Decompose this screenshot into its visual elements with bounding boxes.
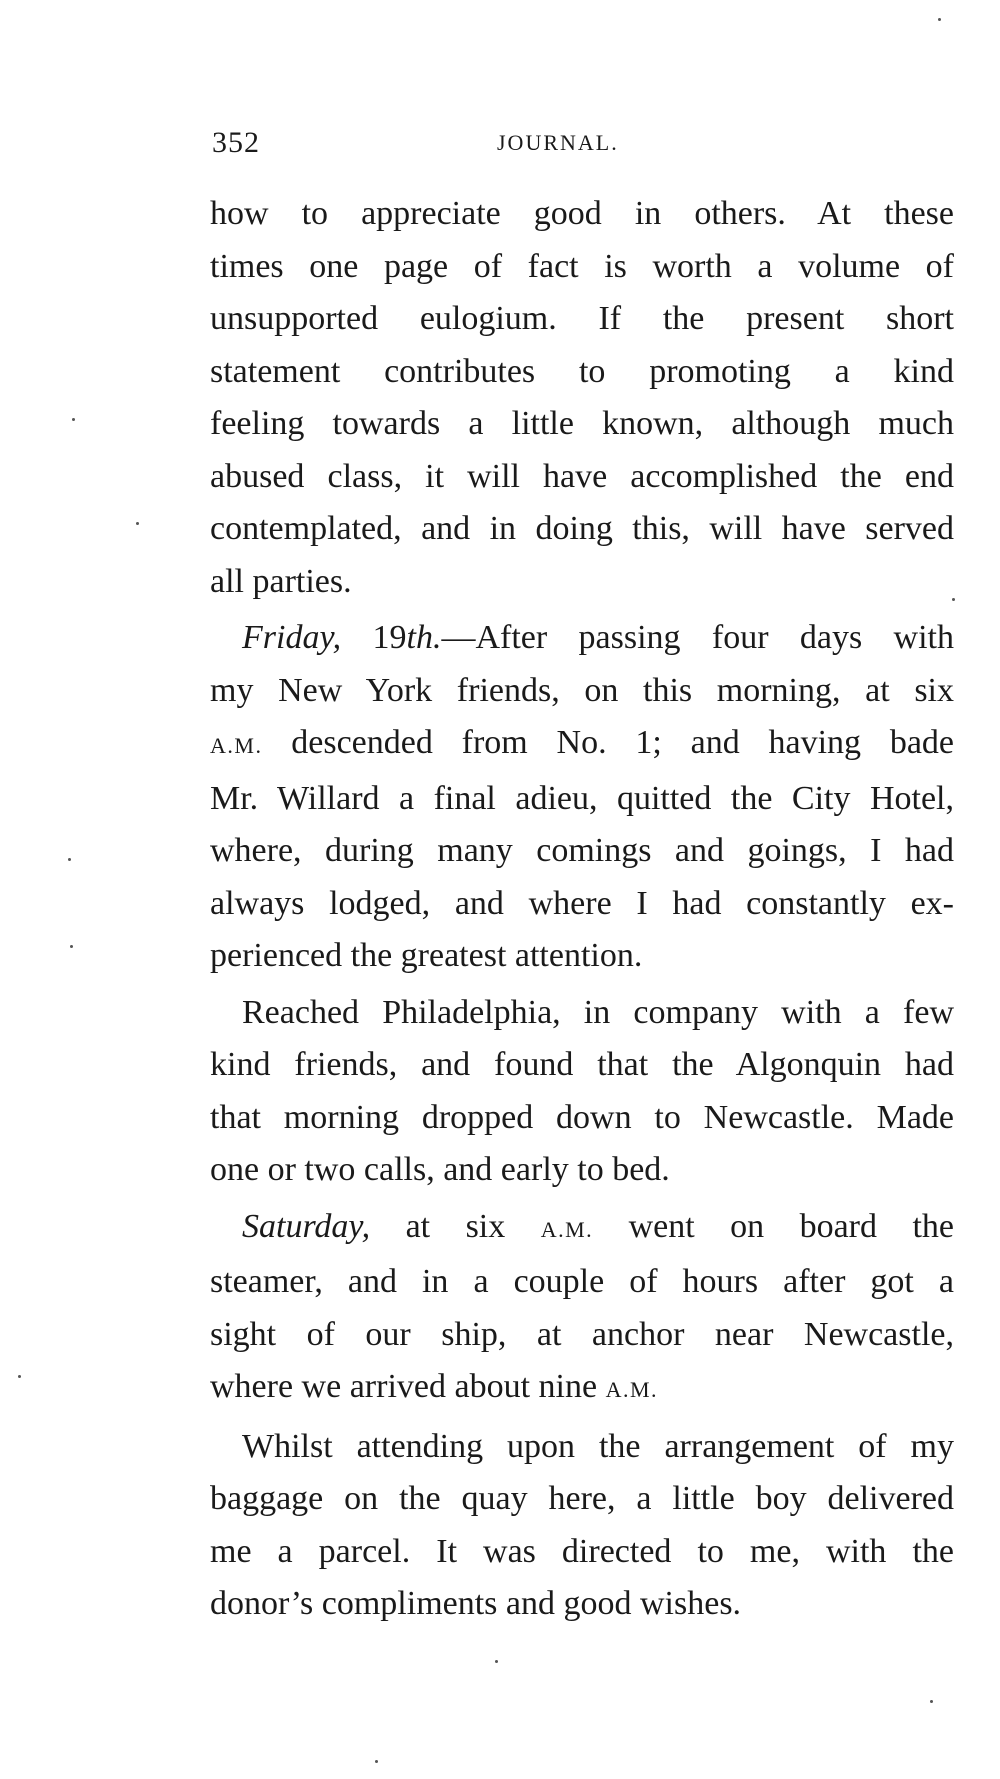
text-run: descended from No. 1; and having bade <box>262 724 954 761</box>
text-line: contemplated, and in doing this, will have served <box>210 510 954 547</box>
text-line: Whilst attending upon the arrangement of my <box>242 1427 954 1465</box>
text-line: times one page of fact is worth a volume of <box>210 247 954 285</box>
page-number: 352 <box>212 126 260 159</box>
text-line <box>210 717 954 773</box>
body-text <box>210 188 954 1631</box>
text-line: sight of our ship, at anchor near Newcastle, <box>210 1315 954 1353</box>
text-line: perienced the greatest attention. <box>210 937 643 974</box>
day-name: Saturday, <box>242 1207 371 1245</box>
text-line <box>210 1201 954 1257</box>
paper-speck <box>72 418 75 421</box>
paper-speck <box>375 1760 378 1763</box>
paper-speck <box>938 18 941 21</box>
text-line: unsupported eulogium. If the present short <box>210 300 954 337</box>
paper-speck <box>930 1700 933 1703</box>
text-line: Mr. Willard a final adieu, quitted the City Hotel, <box>210 779 954 817</box>
paragraph-2 <box>210 612 954 983</box>
paragraph-4 <box>210 1201 954 1417</box>
text-line: how to appreciate good in others. At these <box>210 195 954 232</box>
time-am: A.M. <box>605 1377 659 1402</box>
text-line: baggage on the quay here, a little boy delivered <box>210 1480 954 1517</box>
text-line: all parties. <box>210 562 352 600</box>
running-head: JOURNAL. <box>497 130 619 155</box>
text-run: where we arrived about nine <box>210 1368 606 1405</box>
text-run: —After passing four days with <box>441 619 954 656</box>
text-line <box>210 612 954 665</box>
paper-speck <box>18 1375 21 1378</box>
text-line: where, during many comings and goings, I had <box>210 832 954 869</box>
paper-speck <box>70 945 73 948</box>
text-line <box>210 1361 954 1417</box>
text-line: steamer, and in a couple of hours after got a <box>210 1263 954 1300</box>
text-line: Reached Philadelphia, in company with a few <box>242 993 954 1031</box>
page-header <box>212 126 952 166</box>
paper-speck <box>68 858 71 861</box>
date-suffix: th. <box>406 619 442 656</box>
paragraph-3 <box>210 987 954 1197</box>
text-run: went on board the <box>593 1207 954 1245</box>
day-name: Friday, <box>242 619 342 656</box>
text-line: always lodged, and where I had constantly ex- <box>210 884 954 922</box>
paper-speck <box>952 598 955 601</box>
text-line: donor’s compliments and good wishes. <box>210 1585 742 1622</box>
text-line: me a parcel. It was directed to me, with the <box>210 1532 954 1570</box>
time-am: A.M. <box>210 733 263 758</box>
text-line: kind friends, and found that the Algonquin had <box>210 1046 954 1083</box>
date-number: 19 <box>372 619 407 656</box>
text-line: abused class, it will have accomplished the end <box>210 457 954 495</box>
paper-speck <box>495 1660 498 1663</box>
time-am: A.M. <box>540 1216 594 1242</box>
text-run: at six <box>370 1207 541 1245</box>
text-line: one or two calls, and early to bed. <box>210 1151 670 1188</box>
text-line: my New York friends, on this morning, at six <box>210 671 954 709</box>
paragraph-1 <box>210 188 954 608</box>
paper-speck <box>136 522 139 525</box>
text-line: feeling towards a little known, although much <box>210 405 954 442</box>
text-line: statement contributes to promoting a kind <box>210 352 954 390</box>
paragraph-5 <box>210 1421 954 1631</box>
text-line: that morning dropped down to Newcastle. Made <box>210 1098 954 1136</box>
